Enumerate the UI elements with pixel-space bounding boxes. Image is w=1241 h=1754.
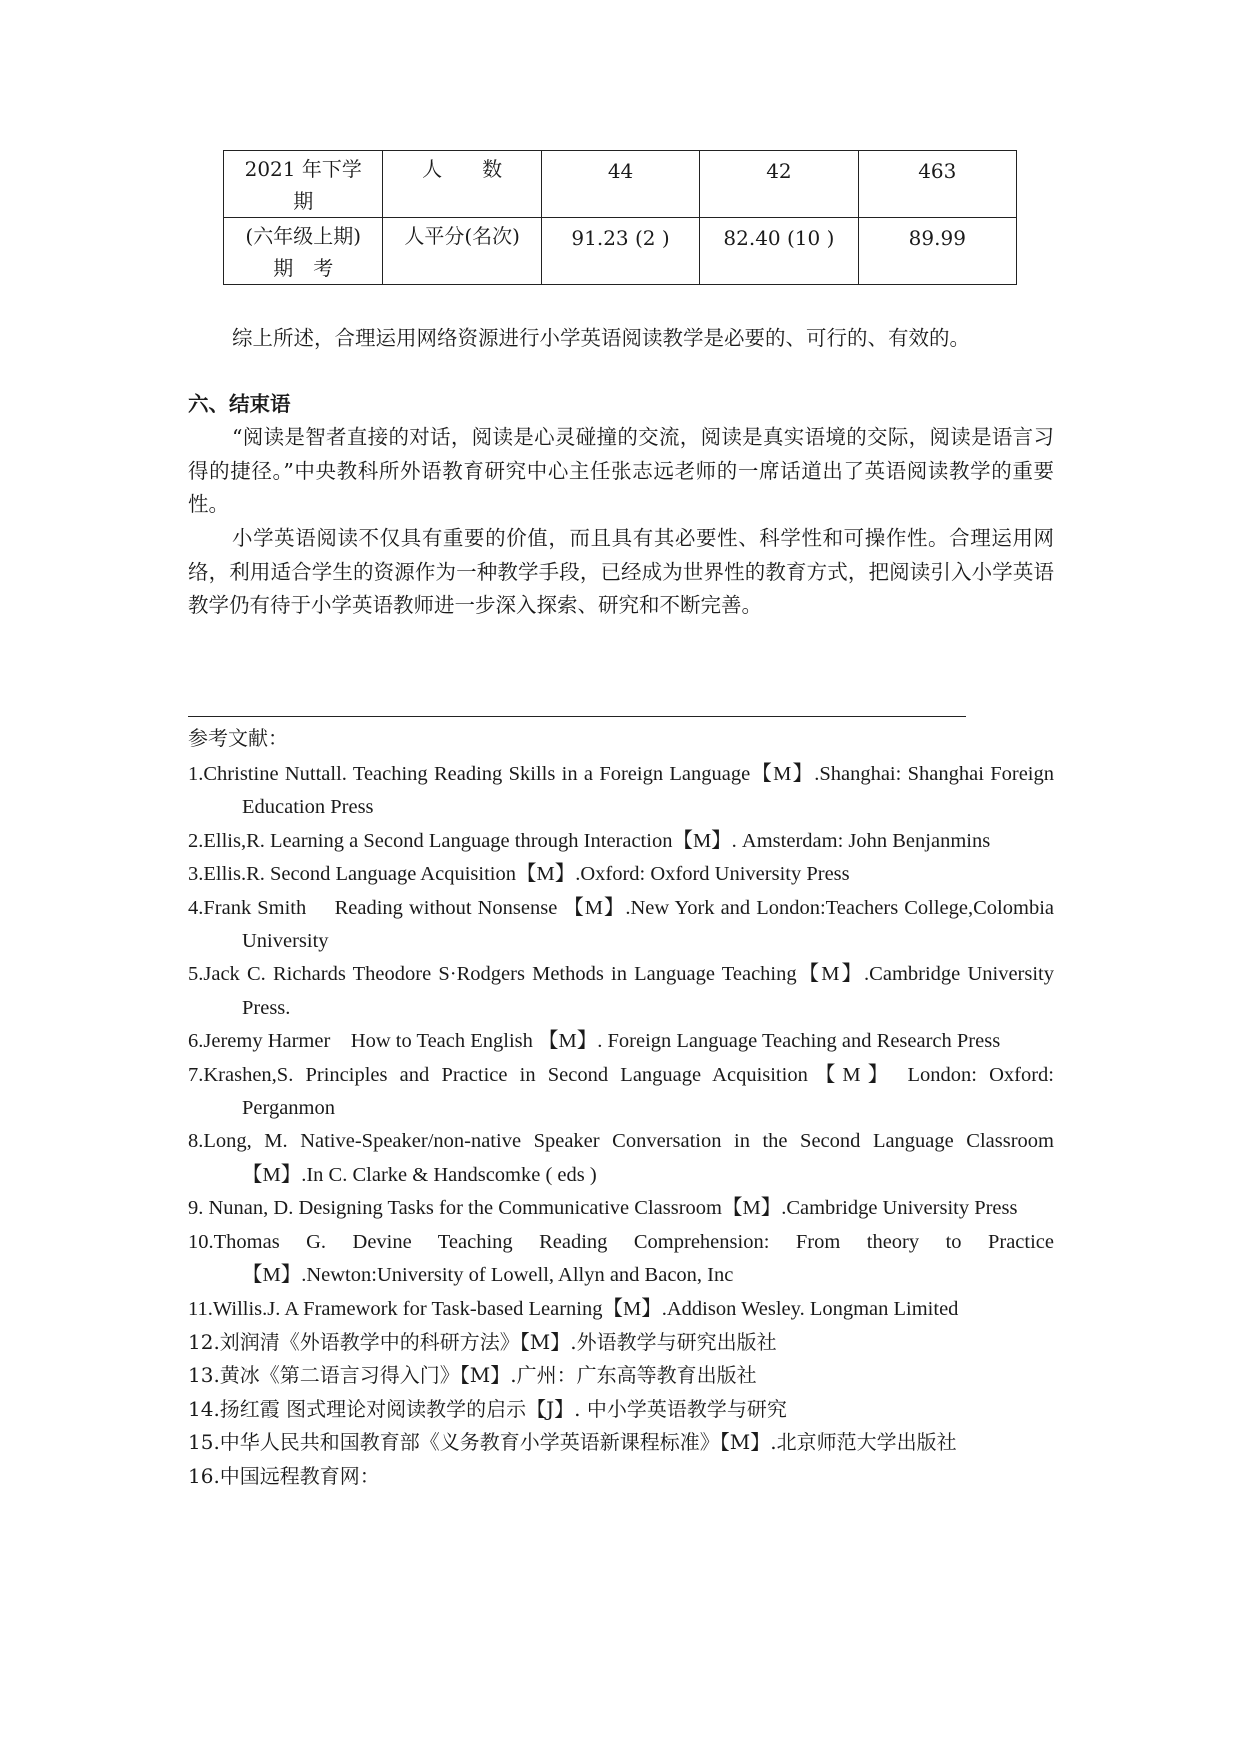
reference-item: 13.黄冰《第二语言习得入门》【M】.广州：广东高等教育出版社	[188, 1363, 757, 1388]
value-cell: 89.99	[858, 218, 1016, 285]
period-cell	[224, 218, 383, 285]
references-list	[188, 758, 1054, 1493]
summary-paragraph: 综上所述，合理运用网络资源进行小学英语阅读教学是必要的、可行的、有效的。	[232, 326, 970, 350]
value-cell: 463	[858, 151, 1016, 218]
period-line: (六年级上期)	[245, 224, 362, 248]
reference-item: 1.Christine Nuttall. Teaching Reading Skills in a Foreign Language【M】.Shanghai: Shanghai Foreign Education Press	[188, 763, 1054, 819]
reference-item: 5.Jack C. Richards Theodore S·Rodgers Methods in Language Teaching【M】.Cambridge University Press.	[188, 963, 1054, 1019]
period-cell	[224, 151, 383, 218]
reference-item: 12.刘润清《外语教学中的科研方法》【M】.外语教学与研究出版社	[188, 1329, 777, 1354]
reference-item: 15.中华人民共和国教育部《义务教育小学英语新课程标准》【M】.北京师范大学出版社	[188, 1430, 957, 1455]
value-cell: 82.40 (10 )	[700, 218, 858, 285]
reference-item: 16.中国远程教育网：	[188, 1463, 380, 1488]
metric-cell: 人平分(名次)	[383, 218, 541, 285]
table-row	[224, 151, 1017, 218]
footnote-divider	[188, 716, 966, 717]
metric-cell: 人 数	[383, 151, 541, 218]
reference-item: 11.Willis.J. A Framework for Task-based Learning【M】.Addison Wesley. Longman Limited	[188, 1297, 959, 1320]
body-paragraph: 小学英语阅读不仅具有重要的价值，而且具有其必要性、科学性和可操作性。合理运用网络，利用适合学生的资源作为一种教学手段，已经成为世界性的教育方式，把阅读引入小学英语教学仍有待于小学英语教师进一步深入探索、研究和不断完善。	[188, 526, 1054, 617]
score-table	[223, 150, 1017, 285]
reference-item: 4.Frank Smith Reading without Nonsense 【M】.New York and London:Teachers College,Colombia University	[188, 896, 1054, 953]
value-cell: 44	[541, 151, 699, 218]
period-line: 期	[293, 189, 314, 213]
table-row	[224, 218, 1017, 285]
reference-item: 2.Ellis,R. Learning a Second Language through Interaction【M】. Amsterdam: John Benjanmins	[188, 829, 991, 852]
value-cell: 91.23 (2 )	[541, 218, 699, 285]
reference-item: 3.Ellis.R. Second Language Acquisition【M】.Oxford: Oxford University Press	[188, 863, 850, 886]
body-paragraph: “阅读是智者直接的对话，阅读是心灵碰撞的交流，阅读是真实语境的交际，阅读是语言习得的捷径。”中央教科所外语教育研究中心主任张志远老师的一席话道出了英语阅读教学的重要性。	[188, 425, 1054, 516]
references-title: 参考文献：	[188, 726, 288, 750]
period-line: 2021 年下学	[244, 157, 362, 181]
period-line: 期 考	[273, 256, 334, 280]
reference-item: 10.Thomas G. Devine Teaching Reading Comprehension: From theory to Practice【M】.Newton:University of Lowell, Allyn and Bacon, Inc	[188, 1230, 1054, 1287]
section-heading: 六、结束语	[188, 392, 291, 416]
reference-item: 14.扬红霞 图式理论对阅读教学的启示【J】. 中小学英语教学与研究	[188, 1396, 787, 1421]
value-cell: 42	[700, 151, 858, 218]
reference-item: 7.Krashen,S. Principles and Practice in Second Language Acquisition【M】 London: Oxford: Perganmon	[188, 1063, 1054, 1120]
reference-item: 8.Long, M. Native-Speaker/non-native Speaker Conversation in the Second Language Classroom【M】.In C. Clarke & Handscomke ( eds )	[188, 1130, 1054, 1186]
reference-item: 6.Jeremy Harmer How to Teach English 【M】. Foreign Language Teaching and Research Press	[188, 1030, 1001, 1053]
reference-item: 9. Nunan, D. Designing Tasks for the Communicative Classroom【M】.Cambridge University Press	[188, 1197, 1018, 1220]
